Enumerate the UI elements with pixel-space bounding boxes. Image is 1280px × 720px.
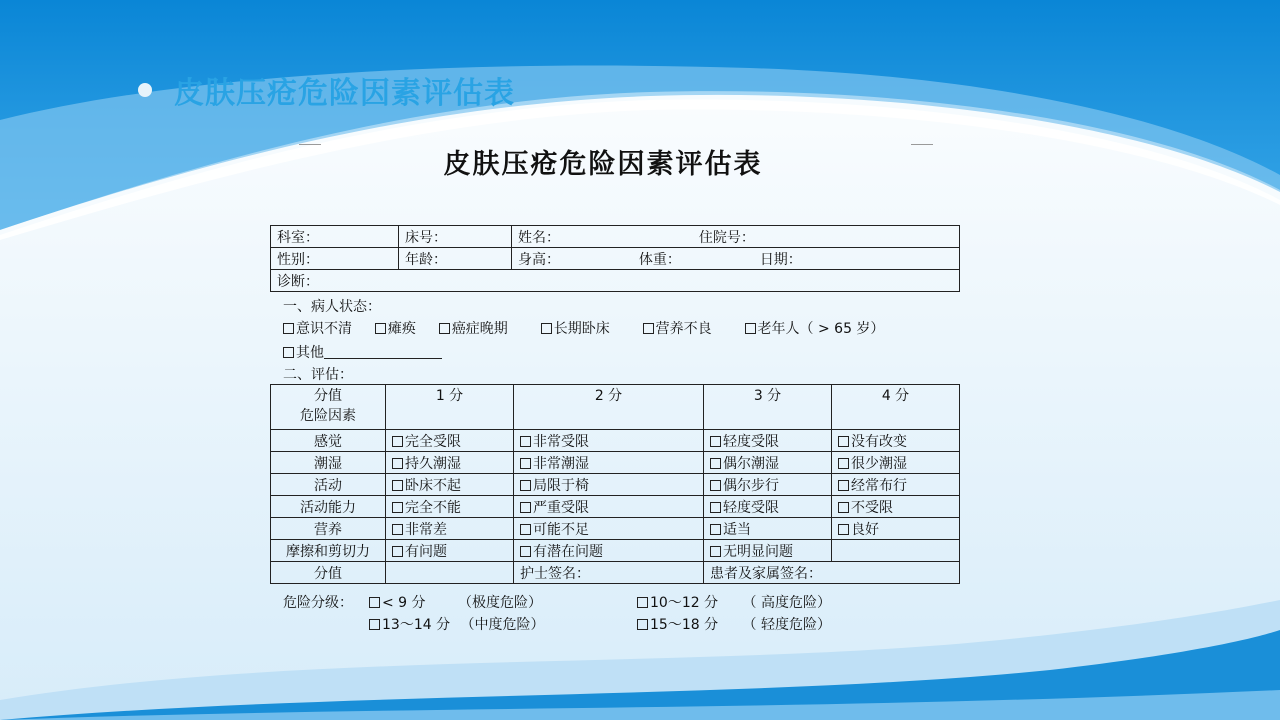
table-row <box>271 540 960 562</box>
option-cell[interactable]: 偶尔步行 <box>704 474 832 496</box>
diagnosis-field: 诊断： <box>271 270 960 292</box>
option-cell[interactable]: 良好 <box>832 518 960 540</box>
checkbox-icon <box>392 458 403 469</box>
option-cell[interactable]: 适当 <box>704 518 832 540</box>
patient-info-table <box>270 225 960 292</box>
option-cell[interactable]: 轻度受限 <box>704 430 832 452</box>
height-field: 身高： <box>518 251 560 268</box>
status-option[interactable]: 老年人（ > 65 岁） <box>745 321 885 337</box>
grade-option[interactable]: 15～18 分 （ 轻度危险） <box>637 614 831 634</box>
measure-cell <box>512 248 960 270</box>
table-row <box>271 452 960 474</box>
table-row <box>271 496 960 518</box>
patient-signature[interactable]: 患者及家属签名： <box>704 562 960 584</box>
checkbox-icon <box>439 323 450 334</box>
option-cell[interactable]: 持久潮湿 <box>386 452 514 474</box>
checkbox-icon <box>369 597 380 608</box>
checkbox-icon <box>520 458 531 469</box>
factor-label: 潮湿 <box>271 452 386 474</box>
option-cell[interactable]: 有潜在问题 <box>514 540 704 562</box>
option-cell[interactable]: 轻度受限 <box>704 496 832 518</box>
evaluation-table <box>270 384 960 584</box>
section2-heading: 二、评估： <box>283 367 353 383</box>
eval-header-corner: 分值 危险因素 <box>271 385 386 430</box>
score-header: 1 分 <box>386 385 514 430</box>
checkbox-icon <box>710 436 721 447</box>
status-option[interactable]: 营养不良 <box>643 321 712 337</box>
status-other[interactable]: 其他 <box>283 342 442 362</box>
checkbox-icon <box>710 458 721 469</box>
checkbox-icon <box>838 524 849 535</box>
grade-option[interactable]: 13～14 分 （中度危险） <box>369 614 545 634</box>
checkbox-icon <box>710 546 721 557</box>
score-header: 4 分 <box>832 385 960 430</box>
nurse-signature[interactable]: 护士签名： <box>514 562 704 584</box>
empty-cell <box>832 540 960 562</box>
checkbox-icon <box>392 436 403 447</box>
table-row <box>271 430 960 452</box>
factor-label: 活动能力 <box>271 496 386 518</box>
score-total-label: 分值 <box>271 562 386 584</box>
factor-label: 活动 <box>271 474 386 496</box>
option-cell[interactable]: 局限于椅 <box>514 474 704 496</box>
checkbox-icon <box>710 502 721 513</box>
option-cell[interactable]: 有问题 <box>386 540 514 562</box>
checkbox-icon <box>392 502 403 513</box>
status-option[interactable]: 意识不清 <box>283 321 352 337</box>
table-row <box>271 562 960 584</box>
checkbox-icon <box>838 436 849 447</box>
bullet-dot-icon <box>138 83 152 97</box>
checkbox-icon <box>541 323 552 334</box>
option-cell[interactable]: 严重受限 <box>514 496 704 518</box>
status-option[interactable]: 癌症晚期 <box>439 321 508 337</box>
section1-heading: 一、病人状态： <box>283 299 381 315</box>
status-option[interactable]: 瘫痪 <box>375 321 416 337</box>
checkbox-icon <box>520 480 531 491</box>
option-cell[interactable]: 可能不足 <box>514 518 704 540</box>
name-field: 姓名： <box>518 229 560 246</box>
checkbox-icon <box>520 436 531 447</box>
checkbox-icon <box>369 619 380 630</box>
option-cell[interactable]: 非常受限 <box>514 430 704 452</box>
checkbox-icon <box>520 524 531 535</box>
score-total-value[interactable] <box>386 562 514 584</box>
assessment-form <box>265 130 965 640</box>
table-row <box>271 518 960 540</box>
name-cell <box>512 226 960 248</box>
checkbox-icon <box>637 619 648 630</box>
grading-label: 危险分级： <box>283 595 353 611</box>
score-header: 3 分 <box>704 385 832 430</box>
grade-option[interactable]: 10～12 分 （ 高度危险） <box>637 592 831 612</box>
option-cell[interactable]: 不受限 <box>832 496 960 518</box>
option-cell[interactable]: 没有改变 <box>832 430 960 452</box>
checkbox-icon <box>745 323 756 334</box>
option-cell[interactable]: 很少潮湿 <box>832 452 960 474</box>
slide-title-text: 皮肤压疮危险因素评估表 <box>174 76 515 111</box>
factor-label: 营养 <box>271 518 386 540</box>
checkbox-icon <box>838 480 849 491</box>
age-field: 年龄： <box>399 248 512 270</box>
table-row <box>271 474 960 496</box>
option-cell[interactable]: 完全不能 <box>386 496 514 518</box>
factor-label: 摩擦和剪切力 <box>271 540 386 562</box>
checkbox-icon <box>392 524 403 535</box>
status-option[interactable]: 长期卧床 <box>541 321 610 337</box>
dept-field: 科室： <box>271 226 399 248</box>
option-cell[interactable]: 非常差 <box>386 518 514 540</box>
checkbox-icon <box>283 323 294 334</box>
checkbox-icon <box>838 502 849 513</box>
checkbox-icon <box>392 546 403 557</box>
score-header: 2 分 <box>514 385 704 430</box>
other-blank-line[interactable] <box>324 346 442 359</box>
checkbox-icon <box>838 458 849 469</box>
option-cell[interactable]: 完全受限 <box>386 430 514 452</box>
option-cell[interactable]: 无明显问题 <box>704 540 832 562</box>
option-cell[interactable]: 偶尔潮湿 <box>704 452 832 474</box>
option-cell[interactable]: 卧床不起 <box>386 474 514 496</box>
admission-no-field: 住院号： <box>698 229 755 246</box>
option-cell[interactable]: 经常布行 <box>832 474 960 496</box>
grade-option[interactable]: < 9 分 （极度危险） <box>369 592 542 612</box>
checkbox-icon <box>520 546 531 557</box>
bed-field: 床号： <box>399 226 512 248</box>
sex-field: 性别： <box>271 248 399 270</box>
form-title: 皮肤压疮危险因素评估表 <box>443 149 763 180</box>
checkbox-icon <box>710 524 721 535</box>
slide-title <box>138 70 515 110</box>
checkbox-icon <box>283 347 294 358</box>
weight-field: 体重： <box>638 251 681 268</box>
status-options <box>283 318 884 338</box>
option-cell[interactable]: 非常潮湿 <box>514 452 704 474</box>
date-field: 日期： <box>759 251 802 268</box>
checkbox-icon <box>637 597 648 608</box>
checkbox-icon <box>710 480 721 491</box>
checkbox-icon <box>643 323 654 334</box>
checkbox-icon <box>392 480 403 491</box>
checkbox-icon <box>520 502 531 513</box>
factor-label: 感觉 <box>271 430 386 452</box>
checkbox-icon <box>375 323 386 334</box>
